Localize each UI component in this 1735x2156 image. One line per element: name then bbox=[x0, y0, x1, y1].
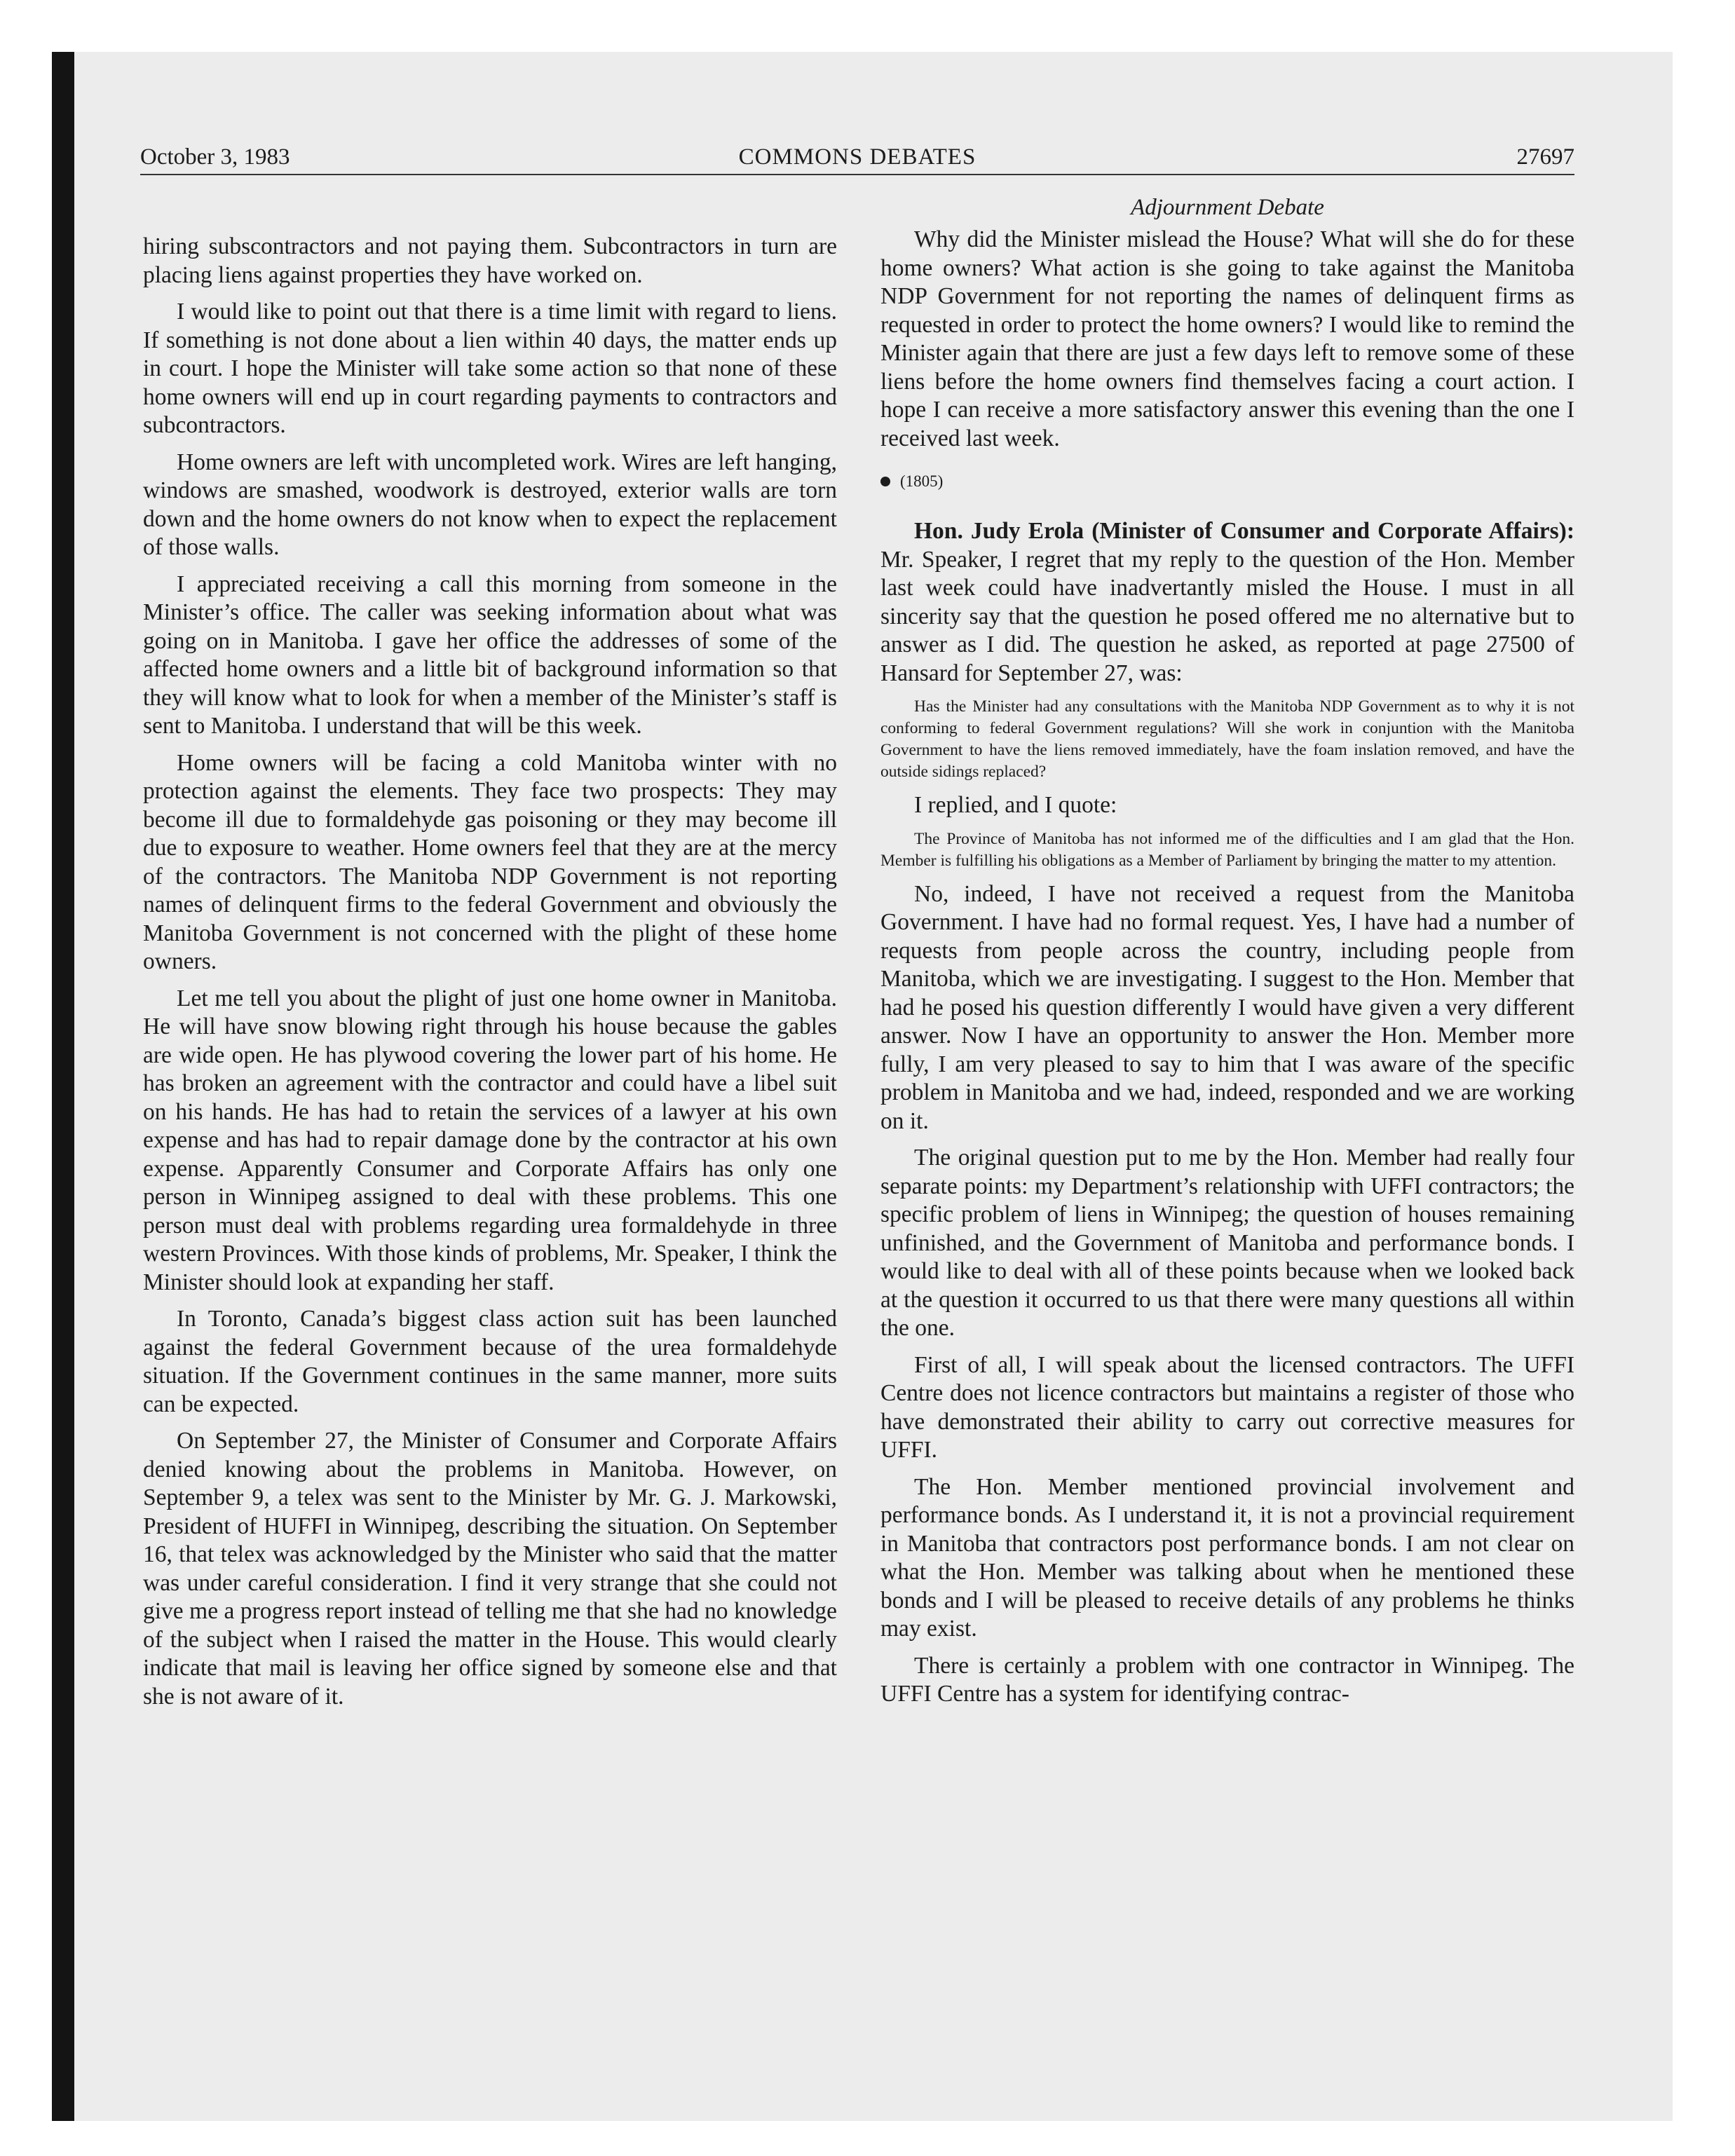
paragraph: First of all, I will speak about the licensed contractors. The UFFI Centre does not licence contractors but maintains a register of those who have demonstrated their ability to carry out corrective measures for UFFI. bbox=[880, 1351, 1574, 1463]
paragraph: The original question put to me by the Hon. Member had really four separate points: my Department’s relationship with UFFI contractors; the specific problem of liens in Winnipeg; the question of houses remaining unfinished, and the Government of Manitoba and performance bonds. I would like to deal with all of these points because when we looked back at the question it occurred to us that there were many questions all within the one. bbox=[880, 1145, 1574, 1341]
paragraph: Home owners are left with uncompleted work. Wires are left hanging, windows are smashed, woodwork is destroyed, exterior walls are torn down and the home owners do not know when to expect the replacement of those walls. bbox=[143, 449, 837, 560]
speech-text: Mr. Speaker, I regret that my reply to the question of the Hon. Member last week could have inadvertantly misled the House. I must in all sincerity say that the question he posed offered me no alternative but to answer as I did. The question he asked, as reported at page 27500 of Hansard for September 27, was: bbox=[880, 546, 1574, 686]
left-column bbox=[143, 233, 837, 1719]
paragraph: Let me tell you about the plight of just one home owner in Manitoba. He will have snow blowing right through his house because the gables are wide open. He has plywood covering the lower part of his home. He has broken an agreement with the contractor and could have a libel suit on his hands. He has had to retain the services of a lawyer at his own expense and has had to repair damage done by the contractor at his own expense. Apparently Consumer and Corporate Affairs has only one person in Winnipeg assigned to deal with these problems. This one person must deal with problems regarding urea formaldehyde in three western Provinces. With those kinds of problems, Mr. Speaker, I think the Minister should look at expanding her staff. bbox=[143, 985, 837, 1295]
timestamp-text: (1805) bbox=[900, 472, 944, 490]
speaker-name: Hon. Judy Erola (Minister of Consumer and Corporate Affairs): bbox=[914, 518, 1574, 544]
paragraph: On September 27, the Minister of Consumer and Corporate Affairs denied knowing about the problems in Manitoba. However, on September 9, a telex was sent to the Minister by Mr. G. J. Markowski, President of HUFFI in Winnipeg, describing the situation. On September 16, that telex was acknowledged by the Minister who said that the matter was under careful consideration. I find it very strange that she could not give me a progress report instead of telling me that she had no knowledge of the subject when I raised the matter in the House. This would clearly indicate that mail is leaving her office signed by someone else and that she is not aware of it. bbox=[143, 1428, 837, 1710]
paragraph: In Toronto, Canada’s biggest class action suit has been launched against the federal Government because of the urea formaldehyde situation. If the Government continues in the same manner, more suits can be expected. bbox=[143, 1306, 837, 1417]
section-title: Adjournment Debate bbox=[1131, 195, 1324, 220]
paragraph: The Hon. Member mentioned provincial involvement and performance bonds. As I understand it, it is not a provincial requirement in Manitoba that contractors post performance bonds. I am not clear on what the Hon. Member was talking about when he mentioned these bonds and I will be pleased to receive details of any problems he thinks may exist. bbox=[880, 1473, 1574, 1642]
timestamp bbox=[880, 471, 1574, 492]
block-quote: Has the Minister had any consultations with the Manitoba NDP Government as to why it is not conforming to federal Government regulations? Will she work in conjuntion with the Manitoba Government to have the liens removed immediately, have the foam inslation removed, and have the outside sidings replaced? bbox=[880, 697, 1574, 781]
block-quote: The Province of Manitoba has not informed me of the difficulties and I am glad that the Hon. Member is fulfilling his obligations as a Member of Parliament by bringing the matter to my attention. bbox=[880, 829, 1574, 870]
header-title: COMMONS DEBATES bbox=[738, 144, 977, 170]
header-date: October 3, 1983 bbox=[140, 144, 290, 170]
paragraph: There is certainly a problem with one contractor in Winnipeg. The UFFI Centre has a system for identifying contrac- bbox=[880, 1652, 1574, 1707]
paragraph: I appreciated receiving a call this morning from someone in the Minister’s office. The caller was seeking information about what was going on in Manitoba. I gave her office the addresses of some of the affected home owners and a little bit of background information so that they will know what to look for when a member of the Minister’s staff is sent to Manitoba. I understand that will be this week. bbox=[143, 571, 837, 739]
paragraph: I replied, and I quote: bbox=[914, 792, 1117, 818]
page-header bbox=[140, 143, 1574, 175]
header-page-number: 27697 bbox=[1516, 144, 1574, 170]
right-column bbox=[880, 193, 1574, 1717]
paragraph: No, indeed, I have not received a request from the Manitoba Government. I have had no formal request. Yes, I have had a number of requests from people across the country, including people from Manitoba, which we are investigating. I suggest to the Hon. Member that had he posed his question differently I would have given a very different answer. Now I have an opportunity to answer the Hon. Member more fully, I am very pleased to say to him that I was aware of the specific problem in Manitoba and we had, indeed, responded and we are working on it. bbox=[880, 880, 1574, 1134]
bullet-icon bbox=[880, 477, 890, 486]
scan-edge-bar bbox=[52, 52, 74, 2121]
paragraph: hiring subscontractors and not paying them. Subcontractors in turn are placing liens against properties they have worked on. bbox=[143, 233, 837, 288]
paragraph: Why did the Minister mislead the House? What will she do for these home owners? What action is she going to take against the Manitoba NDP Government for not reporting the names of delinquent firms as requested in order to protect the home owners? I would like to remind the Minister again that there are just a few days left to remove some of these liens before the home owners find themselves facing a court action. I hope I can receive a more satisfactory answer this evening than the one I received last week. bbox=[880, 226, 1574, 451]
paragraph: I would like to point out that there is a time limit with regard to liens. If something is not done about a lien within 40 days, the matter ends up in court. I hope the Minister will take some action so that none of these home owners will end up in court regarding payments to contractors and subcontractors. bbox=[143, 299, 837, 438]
speech-paragraph bbox=[880, 517, 1574, 688]
paragraph: Home owners will be facing a cold Manitoba winter with no protection against the elements. They face two prospects: They may become ill due to formaldehyde gas poisoning or they may become ill due to exposure to weather. Home owners feel that they are at the mercy of the contractors. The Manitoba NDP Government is not reporting names of delinquent firms to the federal Government and obviously the Manitoba Government is not concerned with the plight of these home owners. bbox=[143, 749, 837, 974]
